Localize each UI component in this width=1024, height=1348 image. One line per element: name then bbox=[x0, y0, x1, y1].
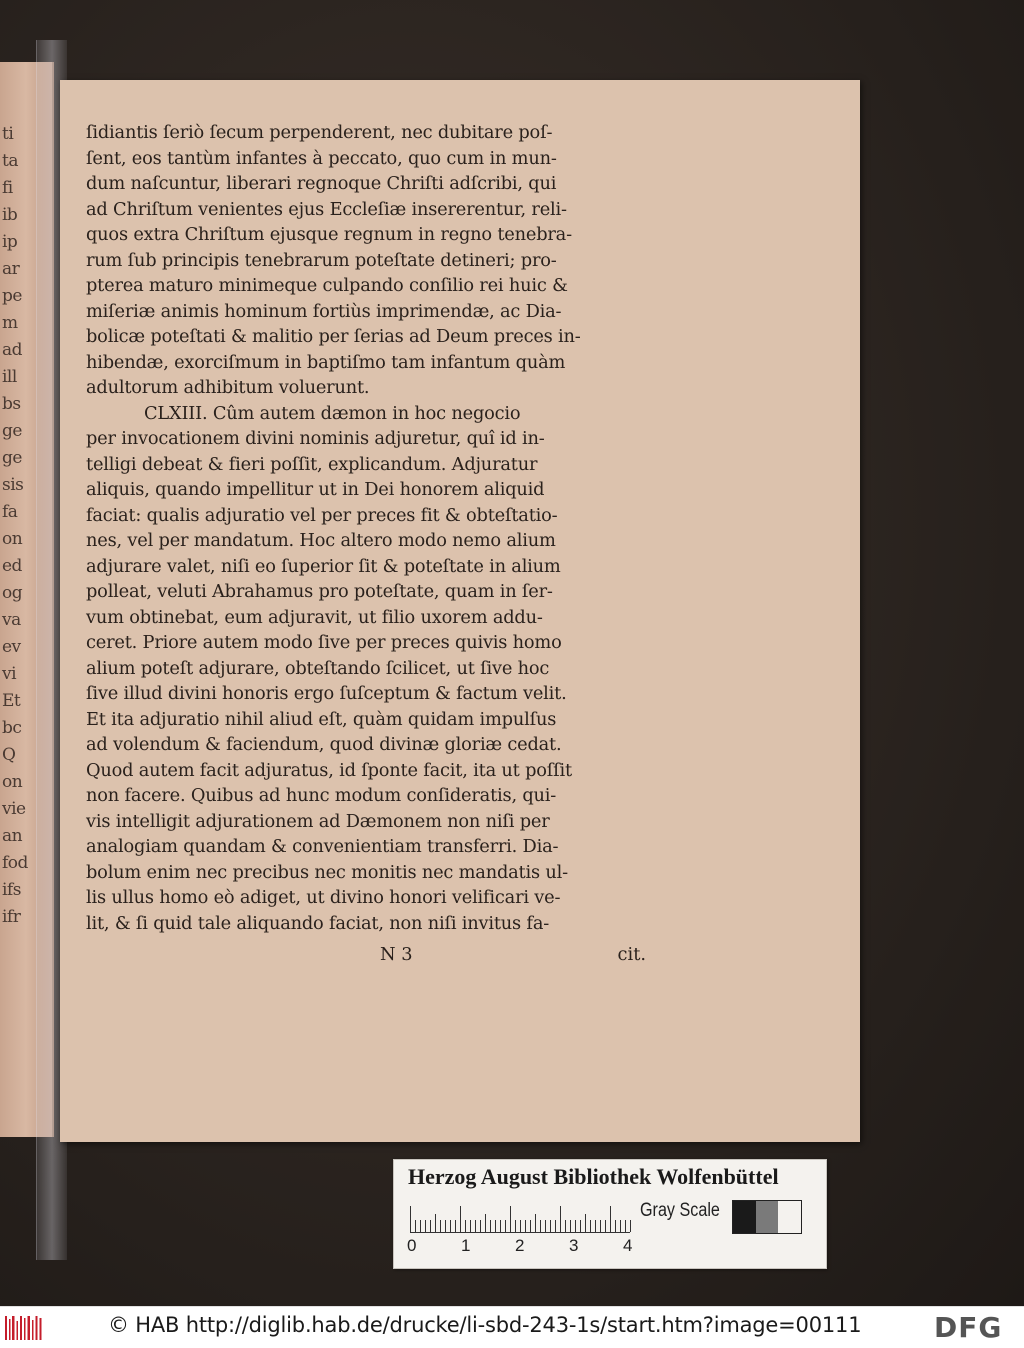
dfg-logo: DFG bbox=[934, 1311, 1003, 1344]
prev-page-fragment: Et bbox=[2, 691, 21, 711]
gray-scale-swatches bbox=[732, 1200, 802, 1234]
ruler-tick bbox=[575, 1220, 576, 1232]
ruler-tick bbox=[490, 1220, 491, 1232]
prev-page-fragment: m bbox=[2, 313, 18, 333]
page-text bbox=[86, 120, 646, 936]
library-color-card bbox=[393, 1159, 827, 1269]
ruler-tick bbox=[465, 1220, 466, 1232]
prev-page-fragment: ed bbox=[2, 556, 22, 576]
ruler-tick bbox=[560, 1206, 561, 1232]
ruler-tick bbox=[510, 1206, 511, 1232]
ruler-number: 0 bbox=[407, 1236, 417, 1255]
text-line: polleat, veluti Abrahamus pro poteſtate, quam in ſer- bbox=[86, 581, 553, 602]
ruler-tick bbox=[605, 1220, 606, 1232]
text-line: lis ullus homo eò adiget, ut divino honori velificari ve- bbox=[86, 887, 561, 908]
prev-page-fragment: ge bbox=[2, 448, 22, 468]
ruler-tick bbox=[495, 1220, 496, 1232]
text-line: lit, & ſi quid tale aliquando faciat, non niſi invitus fa- bbox=[86, 912, 550, 934]
text-line: Quod autem facit adjuratus, id ſponte facit, ita ut poſſit bbox=[86, 759, 572, 781]
text-line: faciat: qualis adjuratio vel per preces fit & obteſtatio- bbox=[86, 504, 558, 526]
prev-page-fragment: sis bbox=[2, 475, 24, 495]
ruler-number: 2 bbox=[515, 1236, 525, 1255]
copyright-link[interactable]: © HAB http://diglib.hab.de/drucke/li-sbd-243-1s/start.htm?image=00111 bbox=[108, 1313, 862, 1337]
text-line: non facere. Quibus ad hunc modum conſideratis, qui- bbox=[86, 785, 557, 806]
ruler-number: 1 bbox=[461, 1236, 471, 1255]
ruler-tick bbox=[585, 1214, 586, 1232]
ruler-tick bbox=[630, 1220, 631, 1232]
text-line: miſeriæ animis hominum fortiùs imprimendæ, ac Dia- bbox=[86, 300, 562, 322]
ruler-tick bbox=[540, 1220, 541, 1232]
ruler-tick bbox=[420, 1220, 421, 1232]
prev-page-fragment: fod bbox=[2, 853, 28, 873]
gray-swatch bbox=[756, 1201, 779, 1233]
prev-page-fragment: pe bbox=[2, 286, 22, 306]
ruler-tick bbox=[580, 1220, 581, 1232]
prev-page-fragment: fa bbox=[2, 502, 18, 522]
ruler-tick bbox=[530, 1220, 531, 1232]
text-line: per invocationem divini nominis adjuretur, quî id in- bbox=[86, 428, 545, 449]
ruler-tick bbox=[525, 1220, 526, 1232]
prev-page-fragment: on bbox=[2, 772, 23, 792]
prev-page-fragment: bs bbox=[2, 394, 21, 414]
text-line: vum obtinebat, eum adjuravit, ut filio uxorem addu- bbox=[86, 606, 543, 628]
ruler-tick bbox=[415, 1220, 416, 1232]
text-line: quos extra Chriſtum ejusque regnum in regno tenebra- bbox=[86, 224, 572, 245]
text-line: bolicæ poteſtati & malitio per ſerias ad Deum preces in- bbox=[86, 326, 581, 347]
prev-page-fragment: ta bbox=[2, 151, 18, 171]
ruler-tick bbox=[600, 1220, 601, 1232]
ruler-number: 4 bbox=[623, 1236, 633, 1255]
library-name: Herzog August Bibliothek Wolfenbüttel bbox=[408, 1164, 779, 1189]
gray-scale-label: Gray Scale bbox=[640, 1200, 720, 1221]
ruler-tick bbox=[445, 1220, 446, 1232]
prev-page-fragment: ifs bbox=[2, 880, 21, 900]
book-page bbox=[60, 80, 860, 1142]
ruler-tick bbox=[425, 1220, 426, 1232]
prev-page-fragment: ar bbox=[2, 259, 20, 279]
ruler-tick bbox=[505, 1220, 506, 1232]
catchword: cit. bbox=[617, 944, 646, 965]
ruler-tick bbox=[615, 1220, 616, 1232]
ruler-tick bbox=[520, 1220, 521, 1232]
ruler-tick bbox=[455, 1220, 456, 1232]
text-line: analogiam quandam & convenientiam transferri. Dia- bbox=[86, 836, 559, 857]
signature-mark: N 3 bbox=[380, 944, 413, 965]
text-line: ſent, eos tantùm infantes à peccato, quo cum in mun- bbox=[86, 147, 557, 169]
text-line: ad Chriſtum venientes ejus Eccleſiæ insererentur, reli- bbox=[86, 198, 567, 220]
text-line: ſive illud divini honoris ergo ſuſceptum & factum velit. bbox=[86, 683, 567, 704]
text-line: pterea maturo minimeque culpando conſilio rei huic & bbox=[86, 275, 568, 296]
prev-page-fragment: og bbox=[2, 583, 23, 603]
ruler-tick bbox=[595, 1220, 596, 1232]
hab-barcode-logo-icon[interactable] bbox=[4, 1313, 44, 1343]
text-line: ceret. Priore autem modo ſive per preces quivis homo bbox=[86, 632, 562, 653]
ruler-tick bbox=[555, 1220, 556, 1232]
gray-swatch bbox=[733, 1201, 756, 1233]
prev-page-fragment: va bbox=[2, 610, 21, 630]
ruler-tick bbox=[475, 1220, 476, 1232]
text-line: aliquis, quando impellitur ut in Dei honorem aliquid bbox=[86, 479, 545, 500]
ruler-tick bbox=[470, 1220, 471, 1232]
text-line: nes, vel per mandatum. Hoc altero modo nemo alium bbox=[86, 530, 556, 551]
ruler-tick bbox=[610, 1206, 611, 1232]
prev-page-fragment: Q bbox=[2, 745, 16, 765]
prev-page-fragment: ti bbox=[2, 124, 14, 144]
prev-page-fragment: ad bbox=[2, 340, 23, 360]
ruler-tick bbox=[480, 1220, 481, 1232]
text-line: adjurare valet, niſi eo ſuperior ſit & poteſtate in alium bbox=[86, 555, 561, 577]
page-footer bbox=[86, 944, 646, 970]
ruler-tick bbox=[410, 1206, 411, 1232]
ruler-scale bbox=[410, 1204, 630, 1233]
ruler-tick bbox=[440, 1220, 441, 1232]
gray-swatch bbox=[778, 1201, 801, 1233]
prev-page-fragment: ev bbox=[2, 637, 21, 657]
text-line: alium poteſt adjurare, obteſtando ſcilicet, ut ſive hoc bbox=[86, 657, 550, 679]
text-line: vis intelligit adjurationem ad Dæmonem non niſi per bbox=[86, 810, 550, 832]
ruler-tick bbox=[450, 1220, 451, 1232]
text-line: rum ſub principis tenebrarum poteſtate detineri; pro- bbox=[86, 249, 557, 271]
ruler-tick bbox=[485, 1214, 486, 1232]
prev-page-fragment: on bbox=[2, 529, 23, 549]
text-line: adultorum adhibitum voluerunt. bbox=[86, 377, 370, 398]
ruler-tick bbox=[500, 1220, 501, 1232]
prev-page-fragment: ifr bbox=[2, 907, 21, 927]
prev-page-fragment: ip bbox=[2, 232, 18, 252]
prev-page-fragment: ib bbox=[2, 205, 18, 225]
text-line: Et ita adjuratio nihil aliud eſt, quàm quidam impulſus bbox=[86, 708, 557, 730]
viewer-footer-bar bbox=[0, 1306, 1024, 1348]
ruler-tick bbox=[435, 1214, 436, 1232]
prev-page-fragment: an bbox=[2, 826, 23, 846]
ruler-tick bbox=[620, 1220, 621, 1232]
prev-page-fragment: bc bbox=[2, 718, 22, 738]
ruler-tick bbox=[590, 1220, 591, 1232]
ruler-tick bbox=[460, 1206, 461, 1232]
text-line: bolum enim nec precibus nec monitis nec mandatis ul- bbox=[86, 861, 568, 883]
ruler-tick bbox=[565, 1220, 566, 1232]
ruler-tick bbox=[430, 1220, 431, 1232]
text-line: ad volendum & faciendum, quod divinæ gloriæ cedat. bbox=[86, 734, 562, 755]
prev-page-fragment: vi bbox=[2, 664, 17, 684]
ruler-number: 3 bbox=[569, 1236, 579, 1255]
ruler-tick bbox=[515, 1220, 516, 1232]
prev-page-fragment: ge bbox=[2, 421, 22, 441]
prev-page-fragment: fi bbox=[2, 178, 13, 198]
prev-page-fragment: ill bbox=[2, 367, 17, 387]
ruler-tick bbox=[625, 1220, 626, 1232]
text-line: telligi debeat & fieri poſſit, explicandum. Adjuratur bbox=[86, 453, 538, 475]
text-line: dum naſcuntur, liberari regnoque Chriſti adſcribi, qui bbox=[86, 173, 557, 194]
ruler-tick bbox=[545, 1220, 546, 1232]
prev-page-fragment: vie bbox=[2, 799, 26, 819]
text-line: ſidiantis ſeriò ſecum perpenderent, nec dubitare poſ- bbox=[86, 122, 553, 143]
ruler-tick bbox=[570, 1220, 571, 1232]
ruler-tick bbox=[550, 1220, 551, 1232]
text-line: hibendæ, exorciſmum in baptiſmo tam infantum quàm bbox=[86, 351, 566, 373]
text-line: CLXIII. Cûm autem dæmon in hoc negocio bbox=[144, 402, 521, 424]
ruler-tick bbox=[535, 1214, 536, 1232]
